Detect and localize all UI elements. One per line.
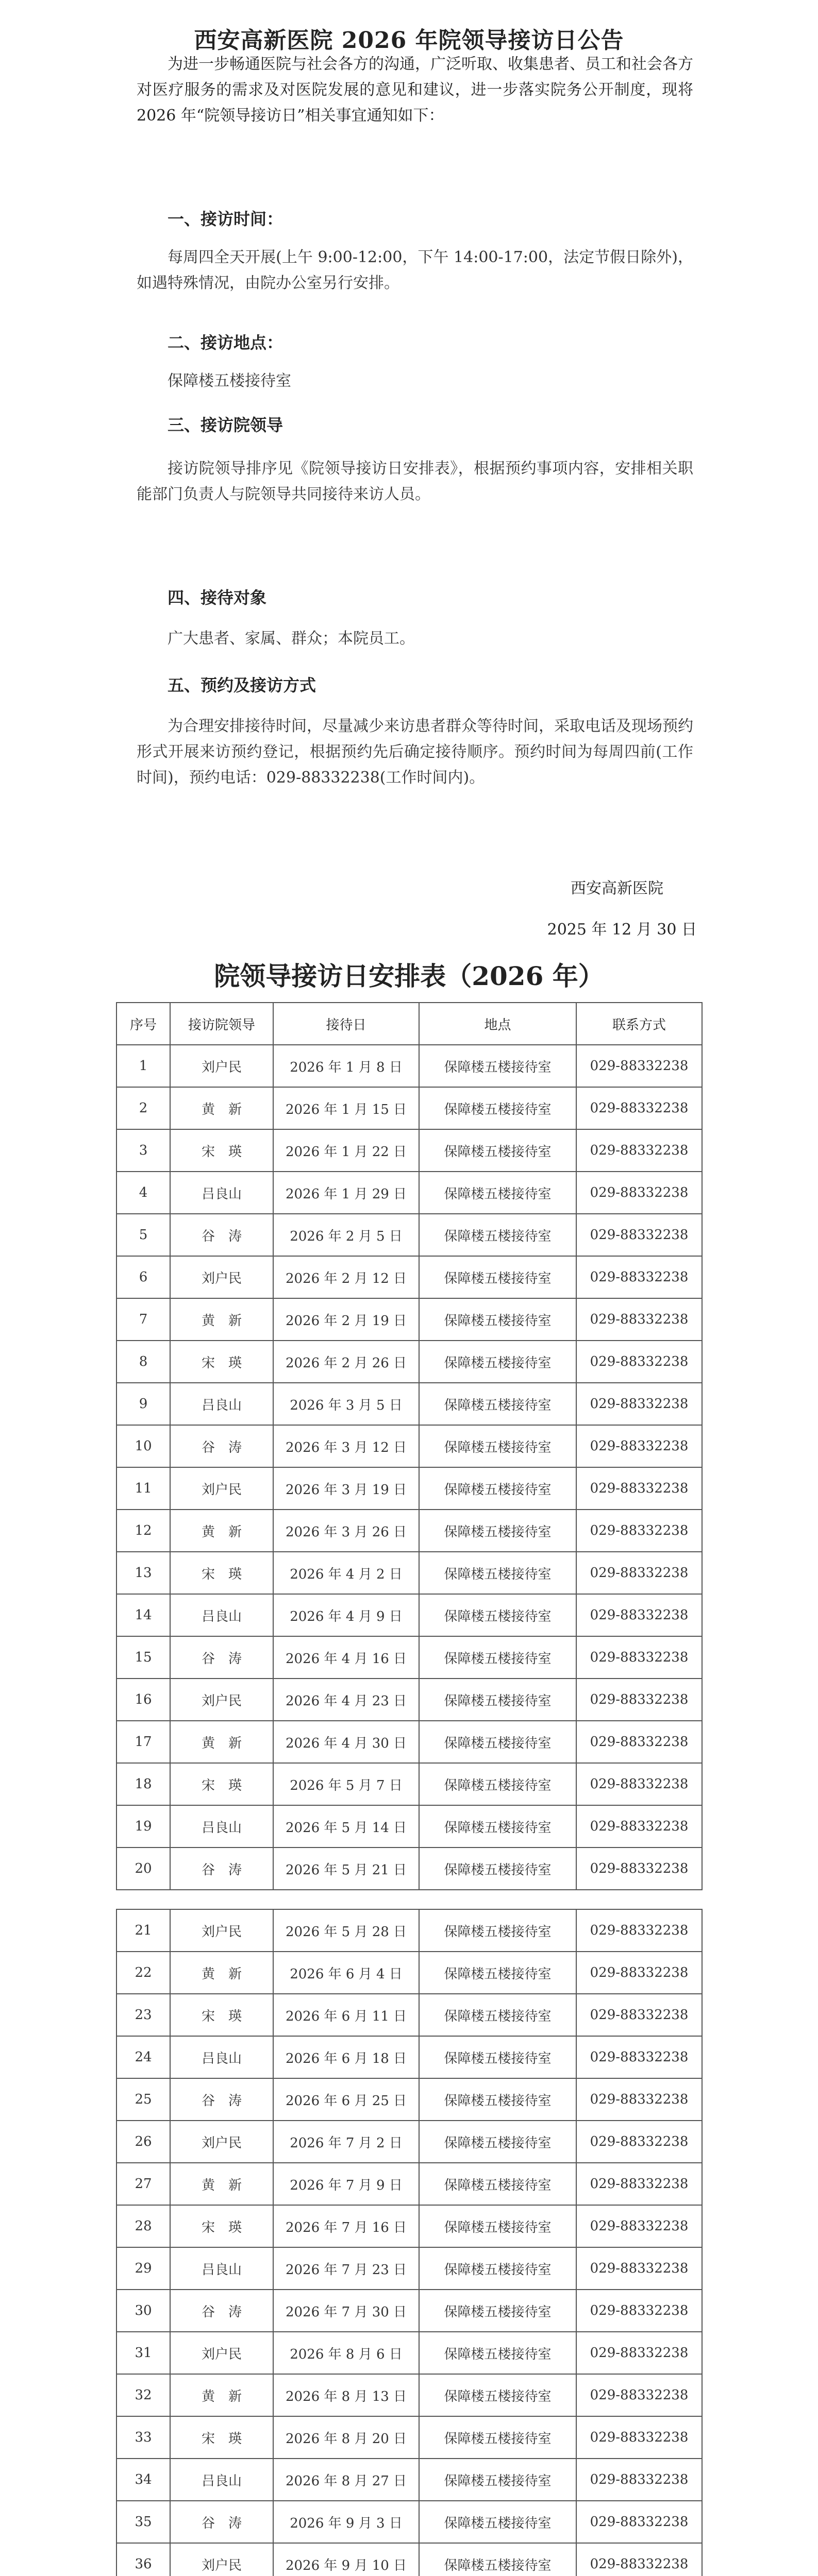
cell-index: 9 — [116, 1383, 170, 1425]
cell-index: 26 — [116, 2121, 170, 2163]
cell-location: 保障楼五楼接待室 — [419, 2416, 576, 2459]
cell-date: 2026 年 7 月 2 日 — [273, 2121, 419, 2163]
cell-location: 保障楼五楼接待室 — [419, 2247, 576, 2290]
cell-date: 2026 年 5 月 28 日 — [273, 1909, 419, 1952]
table-row — [116, 2078, 702, 2121]
table-row — [116, 2205, 702, 2247]
cell-date: 2026 年 1 月 22 日 — [273, 1129, 419, 1172]
cell-leader: 刘户民 — [170, 1256, 273, 1298]
table-row — [116, 2290, 702, 2332]
cell-contact: 029-88332238 — [576, 1721, 702, 1763]
cell-index: 5 — [116, 1214, 170, 1256]
cell-location: 保障楼五楼接待室 — [419, 1552, 576, 1594]
cell-index: 22 — [116, 1952, 170, 1994]
cell-date: 2026 年 7 月 23 日 — [273, 2247, 419, 2290]
table-row — [116, 1994, 702, 2036]
cell-location: 保障楼五楼接待室 — [419, 1721, 576, 1763]
cell-index: 32 — [116, 2374, 170, 2416]
cell-date: 2026 年 3 月 19 日 — [273, 1467, 419, 1510]
cell-location: 保障楼五楼接待室 — [419, 2501, 576, 2543]
cell-index: 24 — [116, 2036, 170, 2078]
cell-date: 2026 年 7 月 9 日 — [273, 2163, 419, 2205]
cell-date: 2026 年 4 月 9 日 — [273, 1594, 419, 1636]
table-row — [116, 1087, 702, 1129]
cell-leader: 宋 瑛 — [170, 2416, 273, 2459]
cell-date: 2026 年 9 月 3 日 — [273, 2501, 419, 2543]
table-row — [116, 2247, 702, 2290]
cell-location: 保障楼五楼接待室 — [419, 1383, 576, 1425]
cell-contact: 029-88332238 — [576, 1636, 702, 1679]
cell-location: 保障楼五楼接待室 — [419, 2078, 576, 2121]
cell-location: 保障楼五楼接待室 — [419, 1256, 576, 1298]
cell-index: 30 — [116, 2290, 170, 2332]
cell-index: 11 — [116, 1467, 170, 1510]
cell-contact: 029-88332238 — [576, 1341, 702, 1383]
cell-contact: 029-88332238 — [576, 1045, 702, 1087]
table-row — [116, 1909, 702, 1952]
cell-contact: 029-88332238 — [576, 2374, 702, 2416]
cell-location: 保障楼五楼接待室 — [419, 1298, 576, 1341]
cell-leader: 吕良山 — [170, 2247, 273, 2290]
cell-date: 2026 年 5 月 14 日 — [273, 1805, 419, 1848]
cell-index: 2 — [116, 1087, 170, 1129]
table-row — [116, 1594, 702, 1636]
cell-location: 保障楼五楼接待室 — [419, 1763, 576, 1805]
cell-date: 2026 年 4 月 2 日 — [273, 1552, 419, 1594]
section-2-heading: 二、接访地点： — [168, 333, 283, 352]
table-row — [116, 2332, 702, 2374]
cell-location: 保障楼五楼接待室 — [419, 1510, 576, 1552]
cell-index: 34 — [116, 2459, 170, 2501]
section-4-heading: 四、接待对象 — [168, 588, 267, 607]
section-2-body: 保障楼五楼接待室 — [168, 372, 291, 390]
cell-leader: 吕良山 — [170, 2459, 273, 2501]
cell-location: 保障楼五楼接待室 — [419, 2459, 576, 2501]
cell-contact: 029-88332238 — [576, 2501, 702, 2543]
cell-leader: 刘户民 — [170, 2121, 273, 2163]
cell-contact: 029-88332238 — [576, 1383, 702, 1425]
cell-index: 19 — [116, 1805, 170, 1848]
cell-location: 保障楼五楼接待室 — [419, 1129, 576, 1172]
schedule-table-part-2 — [116, 1909, 703, 2576]
cell-date: 2026 年 8 月 6 日 — [273, 2332, 419, 2374]
cell-leader: 宋 瑛 — [170, 1129, 273, 1172]
cell-index: 3 — [116, 1129, 170, 1172]
cell-index: 6 — [116, 1256, 170, 1298]
table-row — [116, 1636, 702, 1679]
cell-contact: 029-88332238 — [576, 1994, 702, 2036]
cell-index: 8 — [116, 1341, 170, 1383]
cell-leader: 宋 瑛 — [170, 1763, 273, 1805]
table-row — [116, 2163, 702, 2205]
table-row — [116, 1341, 702, 1383]
cell-leader: 刘户民 — [170, 1909, 273, 1952]
cell-leader: 黄 新 — [170, 2374, 273, 2416]
header-date: 接待日 — [273, 1003, 419, 1045]
cell-location: 保障楼五楼接待室 — [419, 2543, 576, 2576]
cell-location: 保障楼五楼接待室 — [419, 1045, 576, 1087]
section-3-heading: 三、接访院领导 — [168, 415, 283, 435]
cell-contact: 029-88332238 — [576, 1214, 702, 1256]
table-row — [116, 2374, 702, 2416]
cell-location: 保障楼五楼接待室 — [419, 2205, 576, 2247]
schedule-title: 院领导接访日安排表（2026 年） — [214, 961, 604, 991]
notice-intro: 为进一步畅通医院与社会各方的沟通，广泛听取、收集患者、员工和社会各方对医疗服务的需求及对医院发展的意见和建议，进一步落实院务公开制度，现将 2026 年“院领导接访日”相关事宜通知如下： — [137, 55, 693, 125]
cell-date: 2026 年 6 月 18 日 — [273, 2036, 419, 2078]
cell-date: 2026 年 8 月 13 日 — [273, 2374, 419, 2416]
table-row — [116, 1805, 702, 1848]
cell-contact: 029-88332238 — [576, 1510, 702, 1552]
table-row — [116, 1721, 702, 1763]
cell-date: 2026 年 6 月 11 日 — [273, 1994, 419, 2036]
cell-index: 29 — [116, 2247, 170, 2290]
cell-leader: 黄 新 — [170, 1952, 273, 1994]
cell-index: 31 — [116, 2332, 170, 2374]
header-location: 地点 — [419, 1003, 576, 1045]
cell-leader: 吕良山 — [170, 1383, 273, 1425]
cell-date: 2026 年 9 月 10 日 — [273, 2543, 419, 2576]
table-row — [116, 1045, 702, 1087]
table-row — [116, 1383, 702, 1425]
cell-index: 27 — [116, 2163, 170, 2205]
section-1-body: 每周四全天开展(上午 9:00-12:00，下午 14:00-17:00，法定节假日除外)，如遇特殊情况，由院办公室另行安排。 — [137, 248, 693, 292]
cell-contact: 029-88332238 — [576, 1298, 702, 1341]
cell-leader: 宋 瑛 — [170, 1341, 273, 1383]
cell-contact: 029-88332238 — [576, 1256, 702, 1298]
cell-date: 2026 年 2 月 5 日 — [273, 1214, 419, 1256]
cell-leader: 宋 瑛 — [170, 1994, 273, 2036]
cell-location: 保障楼五楼接待室 — [419, 1341, 576, 1383]
cell-date: 2026 年 2 月 26 日 — [273, 1341, 419, 1383]
cell-contact: 029-88332238 — [576, 2163, 702, 2205]
cell-leader: 黄 新 — [170, 2163, 273, 2205]
cell-leader: 宋 瑛 — [170, 2205, 273, 2247]
cell-contact: 029-88332238 — [576, 2205, 702, 2247]
cell-leader: 黄 新 — [170, 1298, 273, 1341]
cell-index: 7 — [116, 1298, 170, 1341]
issue-date: 2025 年 12 月 30 日 — [547, 921, 697, 939]
cell-leader: 刘户民 — [170, 2332, 273, 2374]
section-4-body: 广大患者、家属、群众；本院员工。 — [168, 630, 415, 648]
table-row — [116, 1952, 702, 1994]
cell-index: 12 — [116, 1510, 170, 1552]
cell-contact: 029-88332238 — [576, 1087, 702, 1129]
cell-index: 10 — [116, 1425, 170, 1467]
table-row — [116, 2121, 702, 2163]
cell-location: 保障楼五楼接待室 — [419, 1467, 576, 1510]
cell-leader: 吕良山 — [170, 1594, 273, 1636]
cell-contact: 029-88332238 — [576, 2416, 702, 2459]
cell-contact: 029-88332238 — [576, 2247, 702, 2290]
cell-location: 保障楼五楼接待室 — [419, 2290, 576, 2332]
cell-index: 21 — [116, 1909, 170, 1952]
cell-index: 20 — [116, 1848, 170, 1890]
cell-date: 2026 年 7 月 30 日 — [273, 2290, 419, 2332]
cell-date: 2026 年 8 月 20 日 — [273, 2416, 419, 2459]
cell-date: 2026 年 6 月 4 日 — [273, 1952, 419, 1994]
cell-contact: 029-88332238 — [576, 2543, 702, 2576]
cell-index: 17 — [116, 1721, 170, 1763]
table-row — [116, 1298, 702, 1341]
cell-index: 13 — [116, 1552, 170, 1594]
header-leader: 接访院领导 — [170, 1003, 273, 1045]
cell-location: 保障楼五楼接待室 — [419, 2163, 576, 2205]
cell-date: 2026 年 2 月 12 日 — [273, 1256, 419, 1298]
cell-index: 33 — [116, 2416, 170, 2459]
table-row — [116, 2501, 702, 2543]
cell-index: 15 — [116, 1636, 170, 1679]
cell-contact: 029-88332238 — [576, 1763, 702, 1805]
table-row — [116, 2459, 702, 2501]
cell-date: 2026 年 1 月 15 日 — [273, 1087, 419, 1129]
cell-date: 2026 年 5 月 7 日 — [273, 1763, 419, 1805]
table-row — [116, 1467, 702, 1510]
cell-contact: 029-88332238 — [576, 2078, 702, 2121]
schedule-table-part-1 — [116, 1002, 703, 1890]
cell-location: 保障楼五楼接待室 — [419, 1087, 576, 1129]
cell-date: 2026 年 6 月 25 日 — [273, 2078, 419, 2121]
cell-date: 2026 年 1 月 29 日 — [273, 1172, 419, 1214]
cell-contact: 029-88332238 — [576, 1467, 702, 1510]
cell-location: 保障楼五楼接待室 — [419, 1594, 576, 1636]
table-row — [116, 1256, 702, 1298]
cell-leader: 宋 瑛 — [170, 1552, 273, 1594]
section-5-heading: 五、预约及接访方式 — [168, 675, 316, 695]
cell-leader: 黄 新 — [170, 1510, 273, 1552]
cell-date: 2026 年 7 月 16 日 — [273, 2205, 419, 2247]
cell-contact: 029-88332238 — [576, 2332, 702, 2374]
header-contact: 联系方式 — [576, 1003, 702, 1045]
cell-leader: 吕良山 — [170, 1172, 273, 1214]
cell-index: 1 — [116, 1045, 170, 1087]
table-row — [116, 1848, 702, 1890]
cell-location: 保障楼五楼接待室 — [419, 1952, 576, 1994]
cell-leader: 谷 涛 — [170, 2501, 273, 2543]
cell-date: 2026 年 3 月 26 日 — [273, 1510, 419, 1552]
cell-contact: 029-88332238 — [576, 1425, 702, 1467]
cell-index: 16 — [116, 1679, 170, 1721]
table-row — [116, 1763, 702, 1805]
cell-location: 保障楼五楼接待室 — [419, 1848, 576, 1890]
cell-location: 保障楼五楼接待室 — [419, 2332, 576, 2374]
cell-location: 保障楼五楼接待室 — [419, 1425, 576, 1467]
cell-leader: 吕良山 — [170, 1805, 273, 1848]
cell-leader: 谷 涛 — [170, 2290, 273, 2332]
table-row — [116, 1552, 702, 1594]
header-index: 序号 — [116, 1003, 170, 1045]
cell-leader: 谷 涛 — [170, 1636, 273, 1679]
table-row — [116, 2416, 702, 2459]
cell-contact: 029-88332238 — [576, 1594, 702, 1636]
cell-index: 18 — [116, 1763, 170, 1805]
cell-contact: 029-88332238 — [576, 1129, 702, 1172]
cell-contact: 029-88332238 — [576, 1805, 702, 1848]
cell-contact: 029-88332238 — [576, 1552, 702, 1594]
cell-location: 保障楼五楼接待室 — [419, 1214, 576, 1256]
cell-date: 2026 年 4 月 16 日 — [273, 1636, 419, 1679]
table-row — [116, 2036, 702, 2078]
cell-leader: 黄 新 — [170, 1721, 273, 1763]
cell-leader: 刘户民 — [170, 1045, 273, 1087]
cell-contact: 029-88332238 — [576, 1952, 702, 1994]
cell-contact: 029-88332238 — [576, 2036, 702, 2078]
cell-date: 2026 年 1 月 8 日 — [273, 1045, 419, 1087]
table-row — [116, 2543, 702, 2576]
cell-location: 保障楼五楼接待室 — [419, 2121, 576, 2163]
cell-index: 23 — [116, 1994, 170, 2036]
table-row — [116, 1510, 702, 1552]
cell-date: 2026 年 3 月 12 日 — [273, 1425, 419, 1467]
table-row — [116, 1214, 702, 1256]
cell-location: 保障楼五楼接待室 — [419, 2036, 576, 2078]
notice-title: 西安高新医院 2026 年院领导接访日公告 — [194, 27, 624, 54]
cell-index: 25 — [116, 2078, 170, 2121]
cell-contact: 029-88332238 — [576, 1909, 702, 1952]
section-3-body: 接访院领导排序见《院领导接访日安排表》，根据预约事项内容，安排相关职能部门负责人与院领导共同接待来访人员。 — [137, 460, 693, 503]
cell-location: 保障楼五楼接待室 — [419, 1679, 576, 1721]
cell-date: 2026 年 8 月 27 日 — [273, 2459, 419, 2501]
section-5-body: 为合理安排接待时间，尽量减少来访患者群众等待时间，采取电话及现场预约形式开展来访预约登记，根据预约先后确定接待顺序。预约时间为每周四前(工作时间)，预约电话：029-88332238(工作时间内)。 — [137, 717, 693, 787]
cell-contact: 029-88332238 — [576, 1172, 702, 1214]
table-row — [116, 1679, 702, 1721]
cell-leader: 谷 涛 — [170, 1848, 273, 1890]
cell-leader: 谷 涛 — [170, 1214, 273, 1256]
cell-date: 2026 年 2 月 19 日 — [273, 1298, 419, 1341]
cell-index: 4 — [116, 1172, 170, 1214]
cell-location: 保障楼五楼接待室 — [419, 1994, 576, 2036]
cell-date: 2026 年 4 月 23 日 — [273, 1679, 419, 1721]
cell-location: 保障楼五楼接待室 — [419, 1909, 576, 1952]
cell-date: 2026 年 4 月 30 日 — [273, 1721, 419, 1763]
cell-index: 36 — [116, 2543, 170, 2576]
cell-leader: 吕良山 — [170, 2036, 273, 2078]
cell-location: 保障楼五楼接待室 — [419, 1636, 576, 1679]
cell-leader: 刘户民 — [170, 1467, 273, 1510]
cell-contact: 029-88332238 — [576, 2121, 702, 2163]
cell-index: 35 — [116, 2501, 170, 2543]
cell-leader: 谷 涛 — [170, 1425, 273, 1467]
cell-index: 14 — [116, 1594, 170, 1636]
cell-date: 2026 年 3 月 5 日 — [273, 1383, 419, 1425]
cell-location: 保障楼五楼接待室 — [419, 2374, 576, 2416]
cell-date: 2026 年 5 月 21 日 — [273, 1848, 419, 1890]
cell-contact: 029-88332238 — [576, 2459, 702, 2501]
cell-contact: 029-88332238 — [576, 2290, 702, 2332]
issuer-name: 西安高新医院 — [571, 879, 663, 897]
cell-leader: 黄 新 — [170, 1087, 273, 1129]
cell-location: 保障楼五楼接待室 — [419, 1805, 576, 1848]
cell-location: 保障楼五楼接待室 — [419, 1172, 576, 1214]
cell-index: 28 — [116, 2205, 170, 2247]
cell-leader: 刘户民 — [170, 1679, 273, 1721]
table-row — [116, 1425, 702, 1467]
table-header-row — [116, 1003, 702, 1045]
cell-contact: 029-88332238 — [576, 1848, 702, 1890]
cell-contact: 029-88332238 — [576, 1679, 702, 1721]
table-row — [116, 1129, 702, 1172]
cell-leader: 刘户民 — [170, 2543, 273, 2576]
cell-leader: 谷 涛 — [170, 2078, 273, 2121]
table-row — [116, 1172, 702, 1214]
section-1-heading: 一、接访时间： — [168, 209, 283, 229]
